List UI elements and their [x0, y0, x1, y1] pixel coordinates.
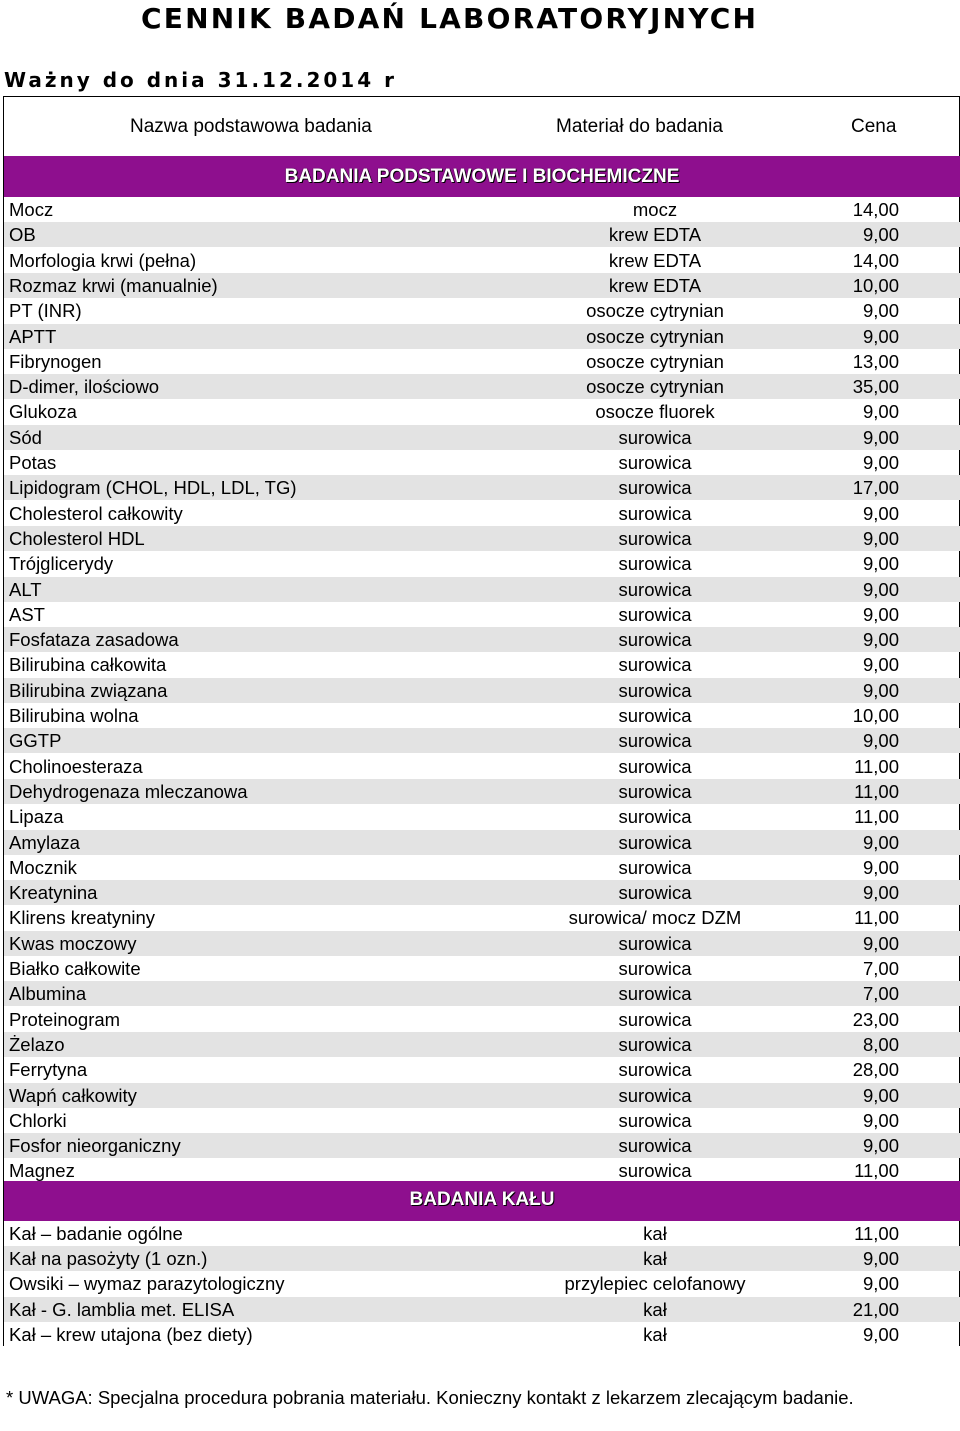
table-row	[4, 956, 960, 981]
test-material: surowica	[618, 1084, 692, 1106]
test-material: surowica	[618, 679, 692, 701]
test-name: Morfologia krwi (pełna)	[9, 249, 197, 271]
test-price: 9,00	[862, 603, 899, 625]
test-price: 10,00	[852, 274, 899, 296]
test-material: osocze cytrynian	[586, 350, 724, 372]
test-price: 9,00	[862, 1248, 899, 1270]
table-row	[4, 1246, 960, 1271]
test-price: 9,00	[862, 325, 899, 347]
test-material: surowica	[618, 932, 692, 954]
table-row	[4, 602, 960, 627]
header-material: Materiał do badania	[556, 116, 723, 137]
test-price: 28,00	[852, 1059, 899, 1081]
test-price: 9,00	[862, 1323, 899, 1345]
header-name: Nazwa podstawowa badania	[130, 116, 372, 137]
table-row	[4, 577, 960, 602]
test-price: 35,00	[852, 376, 899, 398]
test-price: 10,00	[852, 705, 899, 726]
table-row	[4, 652, 960, 677]
test-material: surowica	[618, 983, 692, 1005]
test-name: Kał na pasożyty (1 ozn.)	[9, 1248, 208, 1270]
test-price: 9,00	[862, 831, 899, 853]
test-name: Rozmaz krwi (manualnie)	[9, 274, 218, 296]
table-row	[4, 830, 960, 855]
test-price: 7,00	[862, 983, 899, 1005]
table-row	[4, 703, 960, 728]
test-price: 9,00	[862, 679, 899, 701]
test-price: 9,00	[862, 224, 899, 246]
test-name: Kał - G. lamblia met. ELISA	[9, 1298, 235, 1320]
test-price: 9,00	[862, 654, 899, 676]
test-material: surowica	[618, 705, 692, 726]
test-material: surowica/ mocz DZM	[568, 907, 742, 929]
test-material: kał	[643, 1298, 667, 1320]
valid-until: Ważny do dnia 31.12.2014 r	[4, 68, 397, 92]
test-name: Fosfor nieorganiczny	[9, 1135, 181, 1157]
test-material: osocze fluorek	[595, 401, 715, 423]
test-price: 9,00	[862, 553, 899, 575]
test-name: Mocz	[9, 199, 54, 220]
test-material: surowica	[618, 477, 692, 499]
test-material: surowica	[618, 578, 692, 600]
table-row	[4, 905, 960, 930]
test-price: 11,00	[854, 806, 899, 828]
table-row	[4, 1083, 960, 1108]
test-name: Trójglicerydy	[9, 553, 114, 575]
test-name: Amylaza	[9, 831, 80, 853]
test-price: 13,00	[852, 350, 899, 372]
test-material: surowica	[618, 780, 692, 802]
test-price: 11,00	[854, 907, 899, 929]
test-material: kał	[643, 1323, 667, 1345]
header-price: Cena	[851, 116, 897, 137]
table-row	[4, 728, 960, 753]
test-material: surowica	[618, 1160, 692, 1182]
table-row	[4, 450, 960, 475]
test-price: 8,00	[862, 1033, 899, 1055]
table-row	[4, 1057, 960, 1082]
test-name: Cholinoesteraza	[9, 755, 143, 777]
test-price: 9,00	[862, 527, 899, 549]
section-basic-title: BADANIA PODSTAWOWE I BIOCHEMICZNE	[4, 156, 960, 197]
test-material: surowica	[618, 629, 692, 651]
table-row	[4, 855, 960, 880]
table-row	[4, 425, 960, 450]
table-row	[4, 880, 960, 905]
section-stool-title: BADANIA KAŁU	[4, 1181, 960, 1221]
table-row	[4, 475, 960, 500]
test-material: surowica	[618, 1008, 692, 1030]
test-price: 14,00	[852, 199, 899, 220]
test-price: 9,00	[862, 932, 899, 954]
test-name: Albumina	[9, 983, 87, 1005]
test-name: AST	[9, 603, 45, 625]
table-row	[4, 501, 960, 526]
test-material: surowica	[618, 730, 692, 752]
test-name: ALT	[9, 578, 42, 600]
test-price: 9,00	[862, 426, 899, 448]
test-price: 14,00	[852, 249, 899, 271]
table-row	[4, 248, 960, 273]
table-row	[4, 1271, 960, 1296]
test-price: 9,00	[862, 401, 899, 423]
test-material: surowica	[618, 502, 692, 524]
test-material: kał	[643, 1223, 667, 1244]
test-name: Cholesterol całkowity	[9, 502, 183, 524]
test-price: 7,00	[862, 958, 899, 979]
test-price: 11,00	[854, 780, 899, 802]
table-row	[4, 754, 960, 779]
table-row	[4, 374, 960, 399]
table-row	[4, 1221, 960, 1246]
table-row	[4, 298, 960, 323]
test-name: Cholesterol HDL	[9, 527, 145, 549]
test-name: Bilirubina całkowita	[9, 654, 167, 676]
test-price: 9,00	[862, 452, 899, 473]
test-material: surowica	[618, 1109, 692, 1131]
page-title: CENNIK BADAŃ LABORATORYJNYCH	[141, 2, 759, 35]
test-name: Ferrytyna	[9, 1059, 88, 1081]
table-row	[4, 1108, 960, 1133]
table-row	[4, 678, 960, 703]
test-price: 17,00	[852, 477, 899, 499]
table-row	[4, 551, 960, 576]
test-material: kał	[643, 1248, 667, 1270]
test-material: surowica	[618, 806, 692, 828]
test-name: Sód	[9, 426, 42, 448]
table-row	[4, 627, 960, 652]
test-material: surowica	[618, 603, 692, 625]
test-name: APTT	[9, 325, 57, 347]
test-material: surowica	[618, 958, 692, 979]
test-name: Żelazo	[9, 1033, 65, 1055]
test-material: krew EDTA	[608, 224, 702, 246]
test-material: krew EDTA	[608, 249, 702, 271]
table-row	[4, 222, 960, 247]
test-material: surowica	[618, 527, 692, 549]
table-row	[4, 981, 960, 1006]
table-row	[4, 1322, 960, 1347]
test-material: mocz	[632, 199, 678, 220]
test-price: 21,00	[852, 1298, 899, 1320]
test-price: 9,00	[862, 882, 899, 904]
test-price: 9,00	[862, 300, 899, 322]
test-name: Bilirubina związana	[9, 679, 168, 701]
test-material: surowica	[618, 1059, 692, 1081]
test-material: surowica	[618, 1033, 692, 1055]
test-price: 11,00	[854, 1223, 899, 1244]
table-row	[4, 1007, 960, 1032]
table-row	[4, 197, 960, 222]
test-price: 9,00	[862, 856, 899, 878]
test-name: Owsiki – wymaz parazytologiczny	[9, 1273, 285, 1295]
test-name: PT (INR)	[9, 300, 82, 322]
table-row	[4, 273, 960, 298]
test-material: surowica	[618, 856, 692, 878]
test-name: Mocznik	[9, 856, 77, 878]
test-name: Lipidogram (CHOL, HDL, LDL, TG)	[9, 477, 297, 499]
test-name: Kał – badanie ogólne	[9, 1223, 183, 1244]
test-material: surowica	[618, 755, 692, 777]
test-material: osocze cytrynian	[586, 376, 724, 398]
table-row	[4, 1133, 960, 1158]
test-material: osocze cytrynian	[586, 300, 724, 322]
test-price: 11,00	[854, 755, 899, 777]
test-material: przylepiec celofanowy	[564, 1273, 746, 1295]
test-material: surowica	[618, 553, 692, 575]
test-name: Chlorki	[9, 1109, 67, 1131]
test-material: surowica	[618, 882, 692, 904]
test-name: Proteinogram	[9, 1008, 121, 1030]
footnote: * UWAGA: Specjalna procedura pobrania materiału. Konieczny kontakt z lekarzem zlecającym badanie.	[6, 1387, 854, 1408]
test-name: Potas	[9, 452, 57, 473]
test-name: Glukoza	[9, 401, 77, 423]
test-price: 9,00	[862, 629, 899, 651]
test-material: surowica	[618, 426, 692, 448]
test-price: 11,00	[854, 1160, 899, 1182]
test-price: 9,00	[862, 1109, 899, 1131]
test-name: Fibrynogen	[9, 350, 102, 372]
test-material: surowica	[618, 452, 692, 473]
table-row	[4, 1158, 960, 1183]
test-name: Bilirubina wolna	[9, 705, 139, 726]
table-row	[4, 779, 960, 804]
test-name: D-dimer, ilościowo	[9, 376, 160, 398]
test-name: Dehydrogenaza mleczanowa	[9, 780, 248, 802]
test-price: 23,00	[852, 1008, 899, 1030]
test-name: OB	[9, 224, 36, 246]
test-price: 9,00	[862, 1135, 899, 1157]
test-name: Kał – krew utajona (bez diety)	[9, 1323, 253, 1345]
test-name: Klirens kreatyniny	[9, 907, 156, 929]
test-material: surowica	[618, 831, 692, 853]
table-row	[4, 804, 960, 829]
test-price: 9,00	[862, 502, 899, 524]
test-name: Magnez	[9, 1160, 75, 1182]
test-name: Kwas moczowy	[9, 932, 137, 954]
test-price: 9,00	[862, 578, 899, 600]
test-material: surowica	[618, 654, 692, 676]
test-material: osocze cytrynian	[586, 325, 724, 347]
test-name: Kreatynina	[9, 882, 98, 904]
table-row	[4, 399, 960, 424]
test-price: 9,00	[862, 730, 899, 752]
test-material: surowica	[618, 1135, 692, 1157]
table-row	[4, 931, 960, 956]
table-row	[4, 526, 960, 551]
test-name: GGTP	[9, 730, 62, 752]
test-price: 9,00	[862, 1084, 899, 1106]
table-row	[4, 1297, 960, 1322]
test-name: Lipaza	[9, 806, 64, 828]
test-name: Wapń całkowity	[9, 1084, 137, 1106]
table-row	[4, 349, 960, 374]
test-name: Białko całkowite	[9, 958, 141, 979]
test-price: 9,00	[862, 1273, 899, 1295]
test-material: krew EDTA	[608, 274, 702, 296]
table-row	[4, 1032, 960, 1057]
test-name: Fosfataza zasadowa	[9, 629, 179, 651]
table-row	[4, 324, 960, 349]
